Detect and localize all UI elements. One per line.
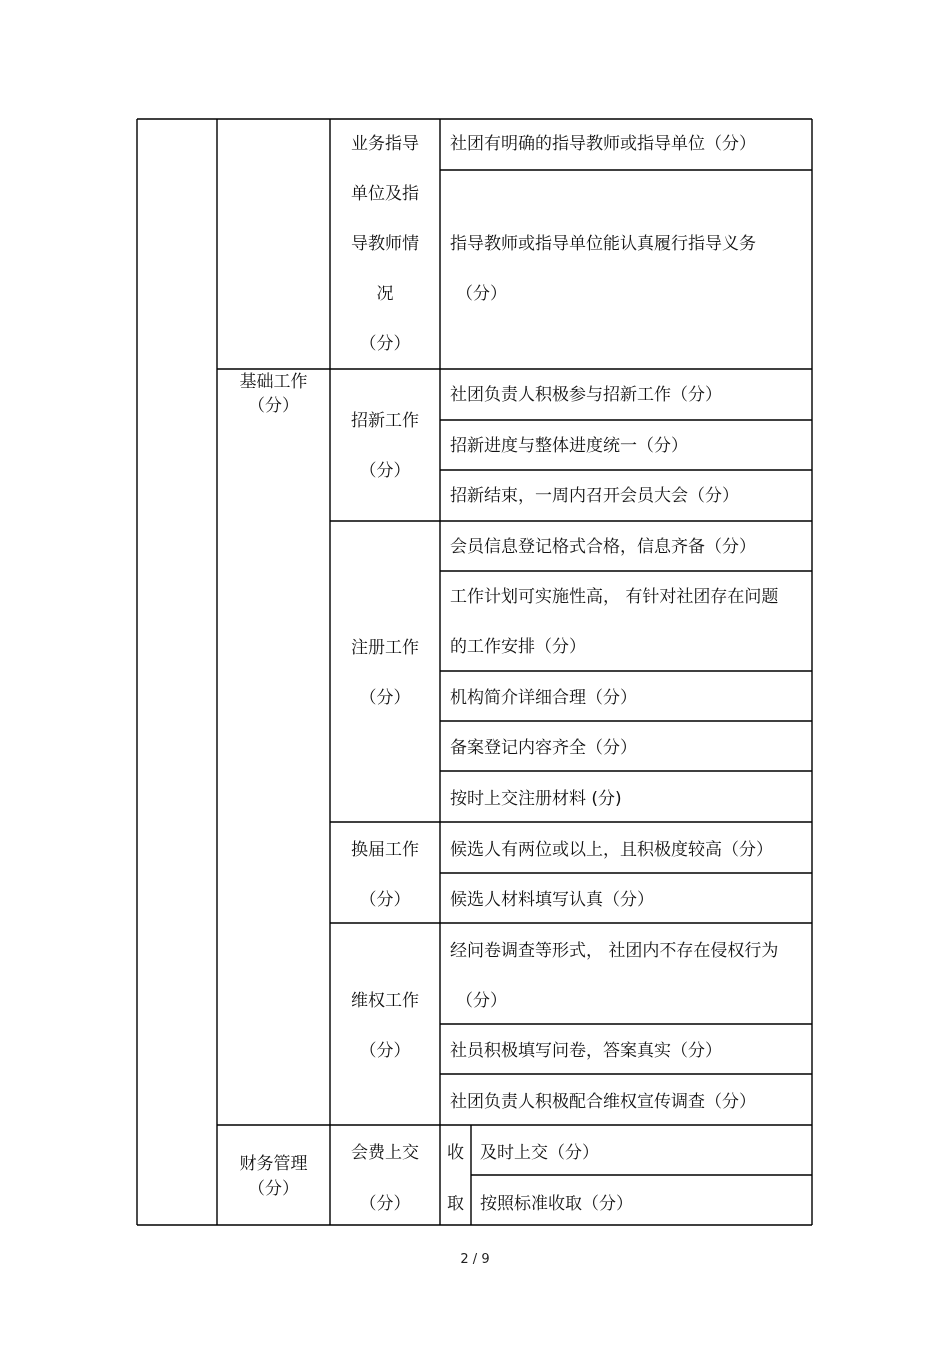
recruit-score: （分）	[359, 461, 411, 481]
rights-item-3: 社团负责人积极配合维权宣传调查（分）	[450, 1092, 756, 1112]
rights-score: （分）	[359, 1041, 411, 1061]
recruit-item-3: 招新结束，一周内召开会员大会（分）	[450, 486, 739, 506]
election-label: 换届工作	[351, 840, 419, 860]
guidance-item-2-cont: （分）	[456, 284, 507, 304]
guidance-label-line-4: 况	[376, 284, 394, 304]
rights-item-1: 经问卷调查等形式， 社团内不存在侵权行为	[450, 941, 779, 961]
election-score: （分）	[359, 890, 411, 910]
fee-item-1: 及时上交（分）	[480, 1143, 599, 1163]
fee-label: 会费上交	[351, 1143, 419, 1163]
guidance-label-line-5: （分）	[359, 334, 411, 354]
register-item-3: 机构简介详细合理（分）	[450, 688, 637, 708]
section-finance-label: 财务管理	[239, 1154, 308, 1174]
guidance-label-line-3: 导教师情	[351, 234, 419, 254]
rights-item-2: 社员积极填写问卷，答案真实（分）	[450, 1041, 722, 1061]
section-basic-label: 基础工作	[239, 372, 308, 392]
guidance-item-1: 社团有明确的指导教师或指导单位（分）	[450, 134, 756, 154]
register-item-5: 按时上交注册材料 (分)	[450, 789, 622, 809]
register-item-1: 会员信息登记格式合格，信息齐备（分）	[450, 537, 756, 557]
register-item-2-cont: 的工作安排（分）	[450, 637, 586, 657]
guidance-item-2: 指导教师或指导单位能认真履行指导义务	[450, 234, 756, 254]
rights-label: 维权工作	[351, 991, 419, 1011]
election-item-2: 候选人材料填写认真（分）	[450, 890, 654, 910]
fee-item-2: 按照标准收取（分）	[480, 1194, 633, 1214]
register-label: 注册工作	[351, 638, 419, 658]
fee-sub-char-2: 取	[447, 1194, 464, 1214]
register-item-2: 工作计划可实施性高， 有针对社团存在问题	[450, 587, 779, 607]
register-item-4: 备案登记内容齐全（分）	[450, 738, 637, 758]
recruit-item-1: 社团负责人积极参与招新工作（分）	[450, 385, 722, 405]
fee-sub-char-1: 收	[447, 1143, 464, 1163]
recruit-label: 招新工作	[351, 411, 419, 431]
guidance-label-line-1: 业务指导	[351, 134, 419, 154]
page-number: 2 / 9	[460, 1252, 490, 1267]
fee-score: （分）	[359, 1194, 411, 1214]
recruit-item-2: 招新进度与整体进度统一（分）	[450, 436, 688, 456]
section-finance-score: （分）	[248, 1179, 299, 1199]
guidance-label-line-2: 单位及指	[351, 184, 419, 204]
register-score: （分）	[359, 688, 411, 708]
election-item-1: 候选人有两位或以上，且积极度较高（分）	[450, 840, 773, 860]
rights-item-1-cont: （分）	[456, 991, 507, 1011]
section-basic-score: （分）	[248, 396, 299, 416]
